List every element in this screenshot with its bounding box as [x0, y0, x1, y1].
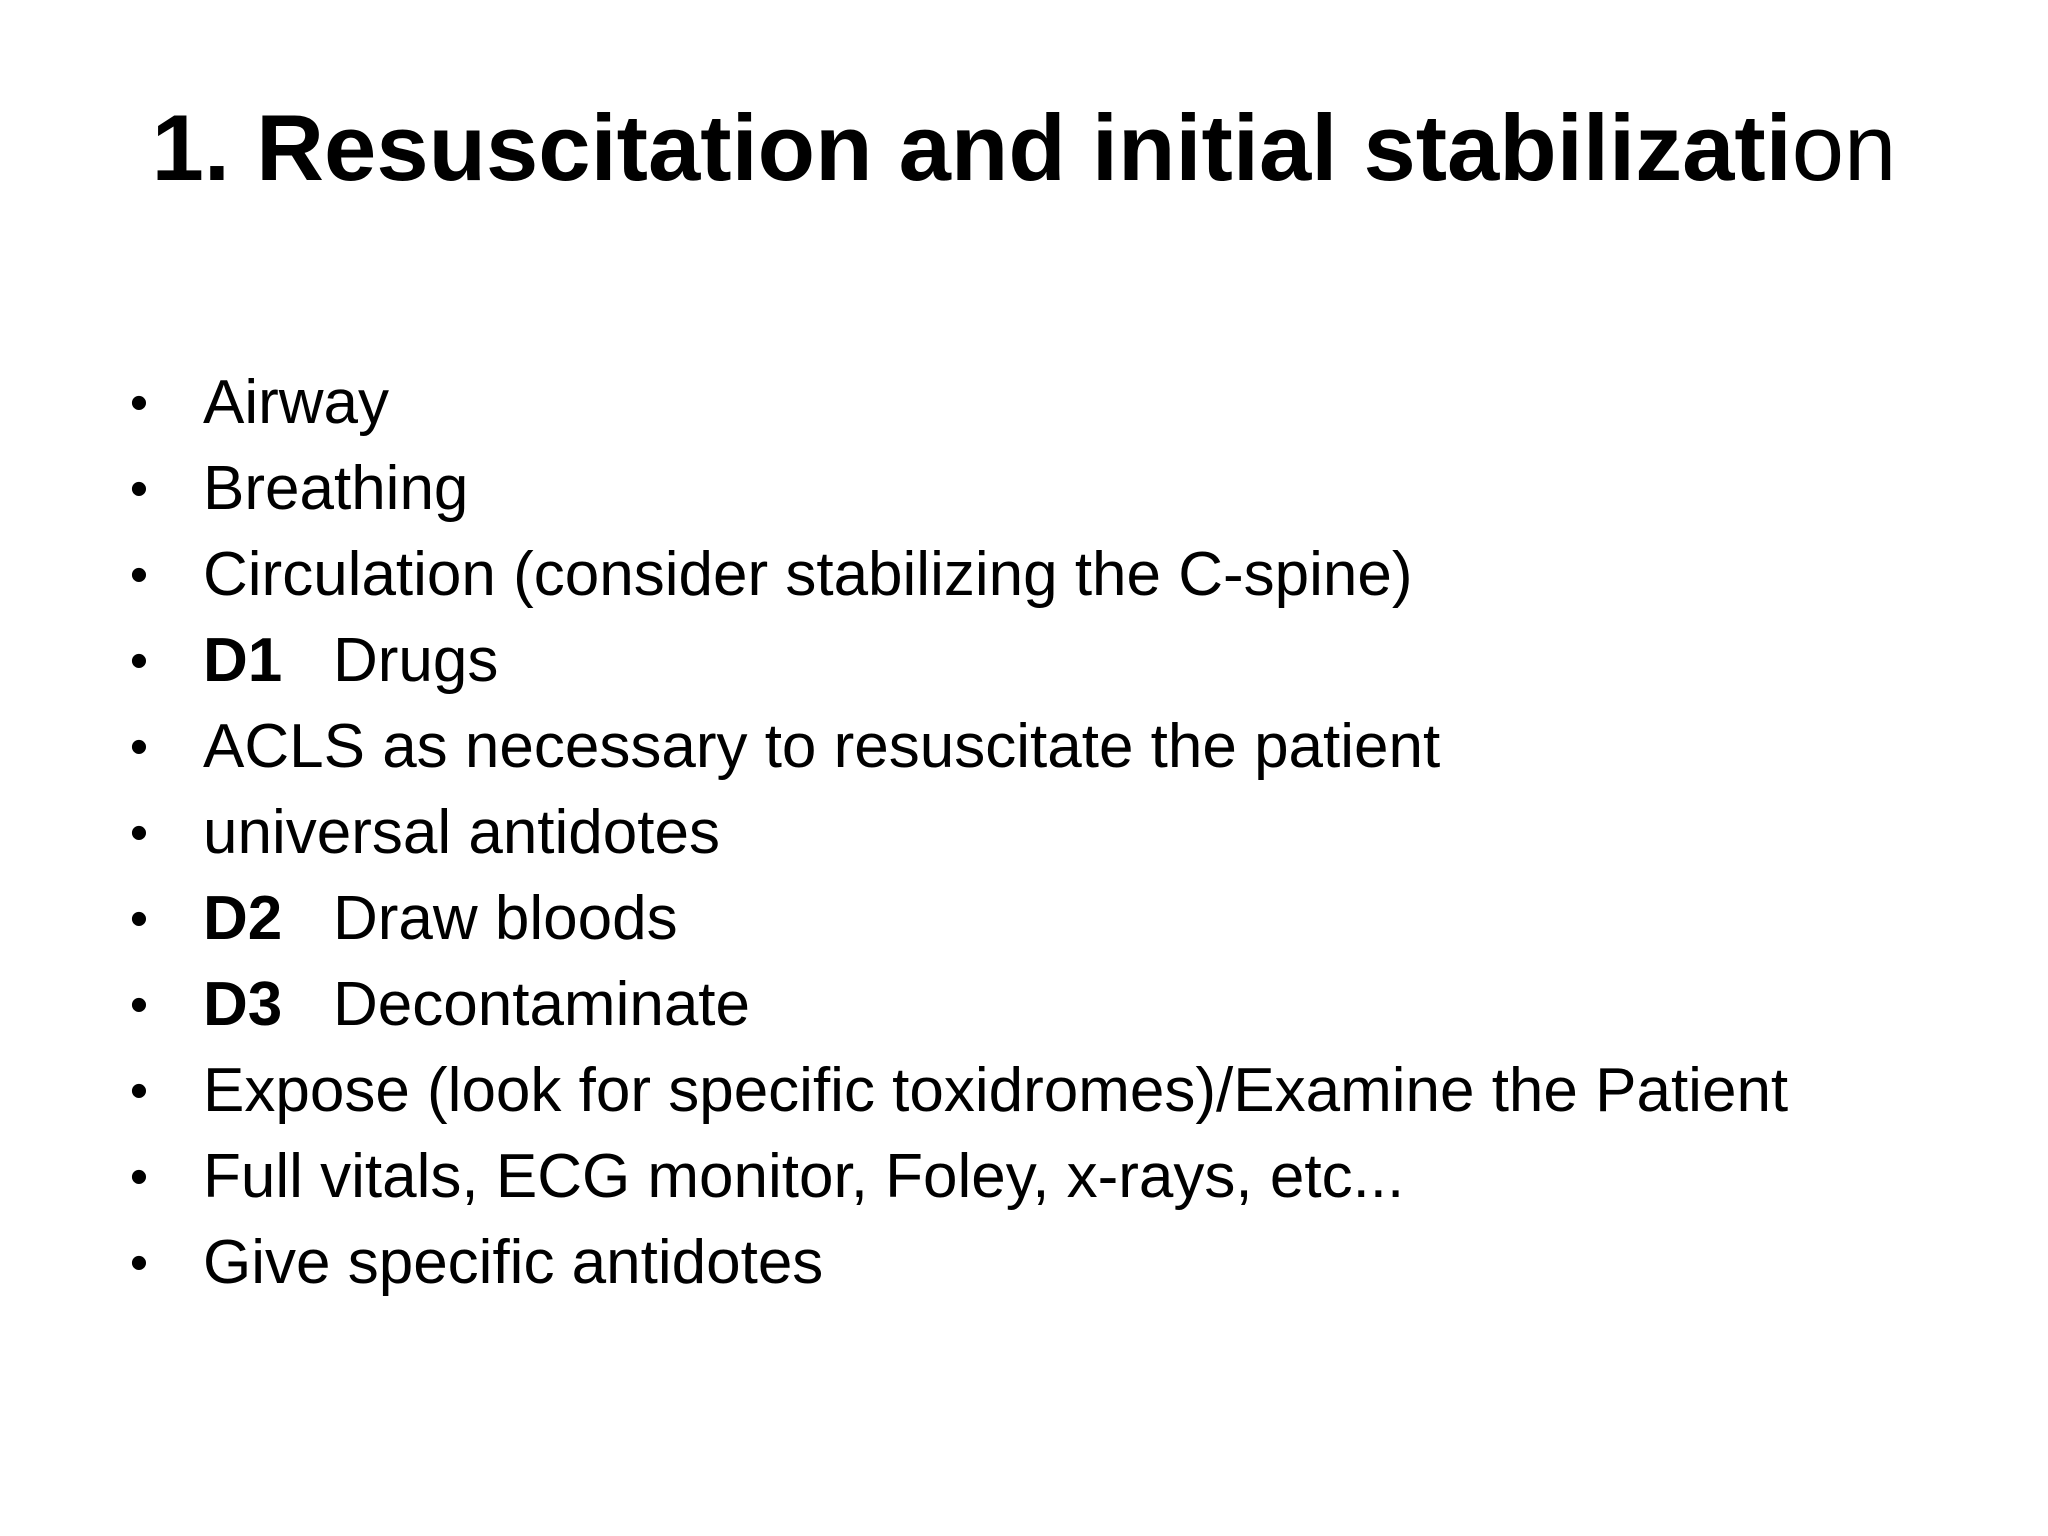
- bullet-text: Decontaminate: [333, 970, 751, 1039]
- bullet-text: ACLS as necessary to resuscitate the patient: [203, 712, 1441, 781]
- bullet-dot: •: [129, 460, 149, 518]
- slide-title-bold: 1. Resuscitation and initial stabilizati: [151, 95, 1792, 200]
- bullet-item: [0, 876, 2048, 962]
- bullet-dot: •: [129, 890, 149, 948]
- bullet-text: Breathing: [203, 454, 469, 523]
- bullet-item: [0, 790, 2048, 876]
- bullet-text-group: [203, 618, 498, 704]
- bullet-item: [0, 1048, 2048, 1134]
- bullet-text: Expose (look for specific toxidromes)/Examine the Patient: [203, 1056, 1789, 1125]
- bullet-item: [0, 1134, 2048, 1220]
- bullet-text: Draw bloods: [333, 884, 678, 953]
- bullet-dot: •: [129, 1234, 149, 1292]
- bullet-dot: •: [129, 718, 149, 776]
- bullet-item: [0, 532, 2048, 618]
- bullet-item: [0, 704, 2048, 790]
- bullet-dot: •: [129, 1062, 149, 1120]
- bullet-item: [0, 962, 2048, 1048]
- bullet-text-group: [203, 962, 750, 1048]
- step-code: D1: [203, 626, 283, 695]
- slide-title-regular: on: [1791, 95, 1897, 200]
- bullet-text: Airway: [203, 368, 390, 437]
- bullet-item: [0, 446, 2048, 532]
- bullet-dot: •: [129, 374, 149, 432]
- step-code: D3: [203, 970, 283, 1039]
- bullet-dot: •: [129, 632, 149, 690]
- bullet-text: Circulation (consider stabilizing the C-spine): [203, 540, 1413, 609]
- bullet-dot: •: [129, 804, 149, 862]
- bullet-item: [0, 1220, 2048, 1306]
- bullet-text: Drugs: [333, 626, 499, 695]
- bullet-item: [0, 618, 2048, 704]
- bullet-dot: •: [129, 976, 149, 1034]
- bullet-list: [0, 360, 2048, 1306]
- bullet-item: [0, 360, 2048, 446]
- bullet-text: Give specific antidotes: [203, 1228, 824, 1297]
- step-code: D2: [203, 884, 283, 953]
- bullet-text: universal antidotes: [203, 798, 720, 867]
- slide-title: [0, 88, 2048, 208]
- bullet-dot: •: [129, 546, 149, 604]
- bullet-dot: •: [129, 1148, 149, 1206]
- bullet-text-group: [203, 876, 678, 962]
- bullet-text: Full vitals, ECG monitor, Foley, x-rays, etc...: [203, 1142, 1405, 1211]
